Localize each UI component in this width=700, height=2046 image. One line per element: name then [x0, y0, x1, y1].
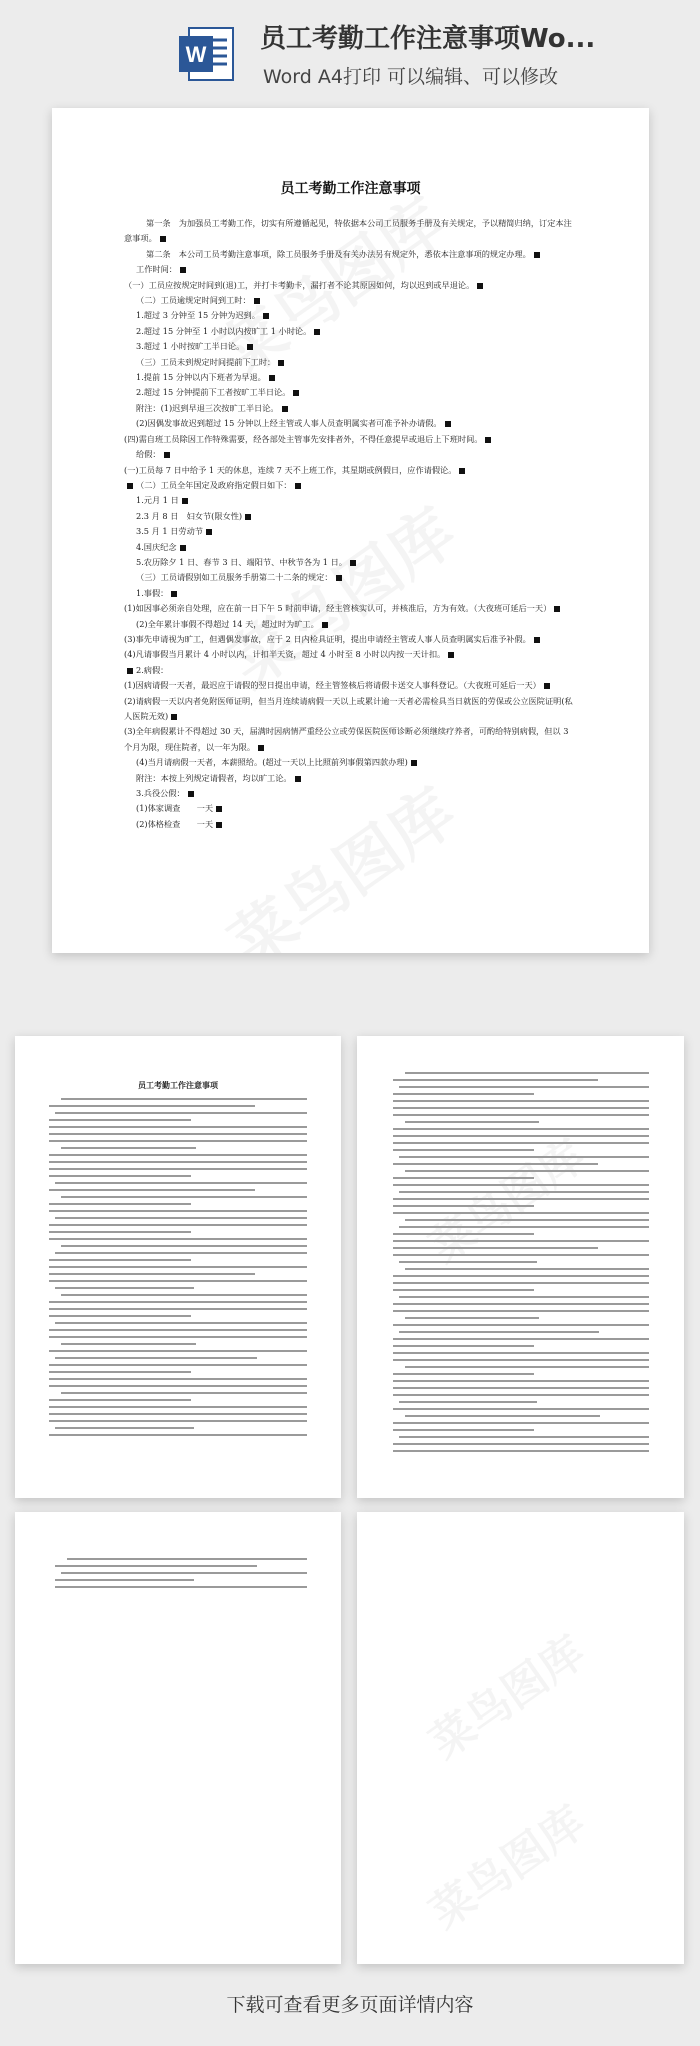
text-line-placeholder: [49, 1259, 191, 1261]
text-line-placeholder: [49, 1315, 191, 1317]
page-heading: 员工考勤工作注意事项: [280, 181, 421, 197]
text-line-placeholder: [399, 1296, 649, 1298]
text-line-placeholder: [405, 1366, 649, 1368]
text-line-placeholder: [55, 1322, 307, 1324]
doc-line: 2.3 月 8 日 妇女节(限女性): [136, 510, 243, 521]
text-line-placeholder: [405, 1219, 649, 1221]
text-line-placeholder: [55, 1252, 307, 1254]
text-line-placeholder: [49, 1266, 307, 1268]
text-line-placeholder: [405, 1072, 649, 1074]
page-thumbnail-3[interactable]: [15, 1512, 341, 1964]
text-line-placeholder: [55, 1579, 194, 1581]
document-title[interactable]: 员工考勤工作注意事项Wo...: [260, 24, 596, 54]
more-pages-hint[interactable]: 下载可查看更多页面详情内容: [226, 1994, 474, 2016]
text-line-placeholder: [49, 1175, 191, 1177]
page-thumbnail-4[interactable]: [357, 1512, 684, 1964]
text-line-placeholder: [55, 1182, 307, 1184]
text-line-placeholder: [49, 1350, 307, 1352]
doc-line: (4)当月请病假一天者，本薪照给。(超过一天以上比照前列事假第四款办理): [136, 757, 408, 768]
text-line-placeholder: [399, 1436, 649, 1438]
text-line-placeholder: [393, 1338, 649, 1340]
text-line-placeholder: [49, 1119, 191, 1121]
text-line-placeholder: [49, 1238, 307, 1240]
doc-line: 4.国庆纪念: [136, 541, 177, 552]
text-line-placeholder: [393, 1142, 649, 1144]
text-line-placeholder: [393, 1233, 534, 1235]
text-line-placeholder: [405, 1415, 600, 1417]
text-line-placeholder: [393, 1107, 649, 1109]
text-line-placeholder: [49, 1399, 191, 1401]
doc-line: （一）工员应按规定时间到(退)工，并打卡考勤卡，漏打者不论其原因如何，均以迟到或早退论。: [124, 279, 475, 290]
doc-line: (2)全年累计事假不得超过 14 天，超过时为旷工。: [136, 618, 319, 629]
text-line-placeholder: [61, 1294, 307, 1296]
doc-line: (四)需自班工员除因工作特殊需要，经各部处主管事先安排者外，不得任意提早或退后上下班时间。: [124, 433, 483, 444]
text-line-placeholder: [49, 1413, 307, 1415]
text-line-placeholder: [393, 1212, 649, 1214]
text-line-placeholder: [393, 1282, 649, 1284]
text-line-placeholder: [393, 1114, 649, 1116]
text-line-placeholder: [393, 1093, 534, 1095]
doc-line: (1)因病请假一天者，最迟应于请假的翌日提出申请，经主管签核后将请假卡送交人事科登记。（大夜班可延后一天）: [124, 680, 541, 691]
doc-line: 1.提前 15 分钟以内下班者为早退。: [136, 372, 266, 383]
text-line-placeholder: [49, 1385, 307, 1387]
doc-line: (2)因偶发事故迟到超过 15 分钟以上经主管或人事人员查明属实者可准予补办请假。: [136, 418, 442, 429]
text-line-placeholder: [393, 1380, 649, 1382]
text-line-placeholder: [393, 1163, 598, 1165]
text-line-placeholder: [405, 1268, 649, 1270]
doc-line: 附注：(1)迟到早退三次按旷工半日论。: [136, 402, 279, 413]
text-line-placeholder: [55, 1217, 307, 1219]
doc-line: 第一条 为加强员工考勤工作，切实有所遵循起见，特依据本公司工员服务手册及有关规定，予以精简归纳，订定本注意事项。: [124, 218, 572, 244]
text-line-placeholder: [49, 1140, 307, 1142]
text-line-placeholder: [393, 1373, 534, 1375]
text-line-placeholder: [393, 1387, 649, 1389]
doc-line: (3)事先申请视为旷工，但遇偶发事故，应于 2 日内检具证明，提出申请经主管或人事人员查明属实后准予补假。: [124, 633, 531, 644]
text-line-placeholder: [393, 1135, 649, 1137]
text-line-placeholder: [49, 1231, 191, 1233]
doc-line: (一)工员每 7 日中给予 1 天的休息，连续 7 天不上班工作，其星期或例假日，应作请假论。: [124, 464, 457, 475]
text-line-placeholder: [393, 1254, 649, 1256]
text-line-placeholder: [49, 1161, 307, 1163]
text-line-placeholder: [61, 1392, 307, 1394]
text-line-placeholder: [49, 1301, 307, 1303]
text-line-placeholder: [49, 1154, 307, 1156]
text-line-placeholder: [405, 1121, 539, 1123]
text-line-placeholder: [393, 1205, 534, 1207]
text-line-placeholder: [393, 1079, 598, 1081]
text-line-placeholder: [49, 1364, 307, 1366]
text-line-placeholder: [393, 1450, 649, 1452]
doc-line: 工作时间：: [136, 264, 177, 275]
text-line-placeholder: [49, 1371, 191, 1373]
doc-line: (2)体格检查 一天: [136, 818, 214, 829]
text-line-placeholder: [405, 1170, 649, 1172]
doc-line: 1.元月 1 日: [136, 495, 179, 506]
text-line-placeholder: [393, 1324, 649, 1326]
document-subtitle: Word A4打印 可以编辑、可以修改: [263, 66, 559, 88]
watermark: [415, 1617, 596, 1770]
text-line-placeholder: [393, 1240, 649, 1242]
document-body: [124, 216, 573, 832]
doc-line: (3)全年病假累计不得超过 30 天，届满时因病情严重经公立或劳保医院医师诊断必须继续疗养者，可酌给特别病假，但以 3 个月为限，现住院者，以一年为限。: [124, 726, 569, 752]
doc-line: 2.超过 15 分钟提前下工者按旷工半日论。: [136, 387, 291, 398]
text-line-placeholder: [49, 1434, 307, 1436]
text-line-placeholder: [55, 1586, 307, 1588]
text-line-placeholder: [61, 1147, 196, 1149]
text-line-placeholder: [55, 1357, 257, 1359]
doc-line: (4)凡请事假当月累计 4 小时以内，计扣半天资，超过 4 小时至 8 小时以内按一天计扣。: [124, 649, 446, 660]
text-line-placeholder: [49, 1105, 255, 1107]
text-line-placeholder: [55, 1427, 194, 1429]
text-line-placeholder: [49, 1224, 307, 1226]
text-line-placeholder: [399, 1191, 649, 1193]
doc-line: 1.超过 3 分钟至 15 分钟为迟到。: [136, 310, 260, 321]
text-line-placeholder: [393, 1247, 598, 1249]
document-header: [0, 0, 700, 100]
text-line-placeholder: [399, 1226, 649, 1228]
text-line-placeholder: [61, 1343, 196, 1345]
watermark: [415, 1787, 596, 1940]
text-line-placeholder: [393, 1443, 649, 1445]
doc-line: （三）工员请假别如工员服务手册第二十二条的规定：: [136, 572, 333, 583]
text-line-placeholder: [55, 1565, 257, 1567]
text-line-placeholder: [393, 1408, 649, 1410]
doc-line: (2)请病假一天以内者免附医师证明，但当月连续请病假一天以上或累计逾一天者必需检具当日就医的劳保或公立医院证明(私人医院无效): [124, 695, 573, 721]
text-line-placeholder: [49, 1210, 307, 1212]
page-preview-1[interactable]: [52, 108, 649, 953]
text-line-placeholder: [49, 1168, 307, 1170]
text-line-placeholder: [405, 1317, 539, 1319]
doc-line: 2.病假：: [136, 664, 169, 675]
doc-line: 给假：: [136, 449, 161, 460]
text-line-placeholder: [399, 1401, 537, 1403]
text-line-placeholder: [393, 1429, 534, 1431]
text-line-placeholder: [393, 1100, 649, 1102]
doc-line: 3.超过 1 小时按旷工半日论。: [136, 341, 245, 352]
doc-line: （二）工员逾规定时间到工时：: [136, 295, 251, 306]
text-line-placeholder: [55, 1287, 194, 1289]
text-line-placeholder: [393, 1275, 649, 1277]
text-line-placeholder: [399, 1331, 599, 1333]
text-line-placeholder: [393, 1345, 534, 1347]
text-line-placeholder: [61, 1245, 307, 1247]
text-line-placeholder: [399, 1156, 649, 1158]
text-line-placeholder: [49, 1406, 307, 1408]
text-line-placeholder: [49, 1273, 255, 1275]
text-line-placeholder: [399, 1261, 537, 1263]
text-line-placeholder: [61, 1572, 307, 1574]
doc-line: （三）工员未到规定时间提前下工时：: [136, 356, 276, 367]
text-line-placeholder: [393, 1352, 649, 1354]
text-line-placeholder: [49, 1329, 307, 1331]
doc-line: 3.兵役公假：: [136, 788, 185, 799]
text-line-placeholder: [49, 1126, 307, 1128]
text-line-placeholder: [55, 1112, 307, 1114]
doc-line: (1)体家调查 一天: [136, 803, 214, 814]
text-line-placeholder: [393, 1303, 649, 1305]
text-line-placeholder: [49, 1378, 307, 1380]
doc-line: 第二条 本公司工员考勤注意事项，除工员服务手册及有关办法另有规定外，悉依本注意事项的规定办理。: [146, 248, 531, 259]
text-line-placeholder: [393, 1394, 649, 1396]
text-line-placeholder: [399, 1086, 649, 1088]
text-line-placeholder: [393, 1310, 649, 1312]
svg-text:W: W: [185, 42, 207, 67]
doc-line: 2.超过 15 分钟至 1 小时以内按旷工 1 小时论。: [136, 325, 312, 336]
page-thumbnail-1[interactable]: [15, 1036, 341, 1498]
text-line-placeholder: [49, 1308, 307, 1310]
text-line-placeholder: [393, 1289, 534, 1291]
text-line-placeholder: [49, 1203, 191, 1205]
doc-line: 3.5 月 1 日劳动节: [136, 526, 203, 537]
text-line-placeholder: [393, 1422, 649, 1424]
text-line-placeholder: [61, 1196, 307, 1198]
doc-line: 附注：本按上列规定请假者，均以旷工论。: [136, 772, 292, 783]
doc-line: 1.事假：: [136, 587, 169, 598]
text-line-placeholder: [49, 1280, 307, 1282]
text-line-placeholder: [393, 1177, 534, 1179]
text-line-placeholder: [61, 1098, 307, 1100]
doc-line: (1)如因事必须亲自处理，应在前一日下午 5 时前申请，经主管核实认可，并核准后，方为有效。（大夜班可延后一天）: [124, 603, 552, 614]
text-line-placeholder: [49, 1189, 255, 1191]
thumbnail-heading: 员工考勤工作注意事项: [138, 1080, 218, 1090]
text-line-placeholder: [49, 1133, 307, 1135]
text-line-placeholder: [393, 1359, 649, 1361]
doc-line: 5.农历除夕 1 日、春节 3 日、端阳节、中秋节各为 1 日。: [136, 556, 347, 567]
text-line-placeholder: [67, 1558, 307, 1560]
page-thumbnail-2[interactable]: [357, 1036, 684, 1498]
text-line-placeholder: [49, 1420, 307, 1422]
text-line-placeholder: [393, 1149, 534, 1151]
text-line-placeholder: [49, 1336, 307, 1338]
text-line-placeholder: [393, 1128, 649, 1130]
doc-line: （二）工员全年国定及政府指定假日如下：: [136, 479, 292, 490]
text-line-placeholder: [393, 1198, 649, 1200]
text-line-placeholder: [393, 1184, 649, 1186]
word-icon: [175, 22, 239, 86]
